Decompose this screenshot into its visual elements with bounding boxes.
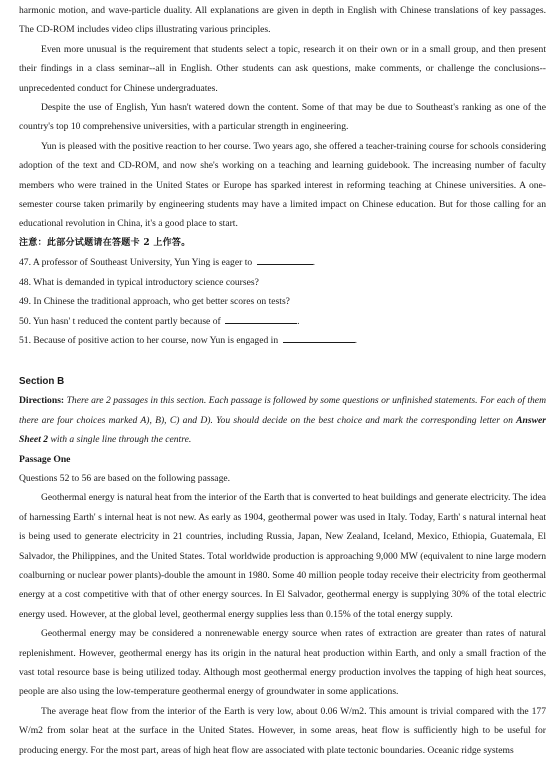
question-47	[19, 253, 546, 272]
question-tail: .	[297, 315, 300, 327]
answer-blank	[283, 333, 355, 343]
directions-label: Directions:	[19, 395, 65, 407]
answer-blank	[257, 255, 313, 265]
question-text: 50. Yun hasn' t reduced the content partly because of	[19, 315, 221, 327]
question-tail: .	[354, 334, 357, 346]
answer-sheet-ref: Answer Sheet 2	[19, 414, 546, 446]
answer-sheet-note: 注意：此部分试题请在答题卡 2 上作答。	[19, 237, 191, 248]
paragraph-top-end: harmonic motion, and wave-particle duality. All explanations are given in depth in English with Chinese translations of key passages. The CD-ROM includes video clips illustrating various principles.	[19, 5, 546, 36]
passage-paragraph-3: The average heat flow from the interior of the Earth is very low, about 0.06 W/m2. This amount is trivial compared with the 177 W/m2 from solar heat at the surface in the United States. However, in some areas, heat flow is sufficiently high to be useful for producing energy. For the most part, areas of high heat flow are associated with plate tectonic boundaries. Oceanic ridge systems	[19, 705, 546, 756]
question-48	[19, 273, 546, 292]
paragraph-english: Despite the use of English, Yun hasn't watered down the content. Some of that may be due to Southeast's ranking as one of the country's top 10 comprehensive universities, with a particular strength in engineering.	[19, 102, 546, 133]
paragraph-seminar: Even more unusual is the requirement that students select a topic, research it on their own or in a small group, and then present their findings in a class seminar--all in English. Other students can ask questions, make comments, or challenge the conclusions--unprecedented conduct for Chinese undergraduates.	[19, 43, 546, 94]
question-50	[19, 312, 546, 331]
question-text: 48. What is demanded in typical introductory science courses?	[19, 276, 259, 288]
directions	[19, 391, 546, 449]
question-text: 49. In Chinese the traditional approach, who get better scores on tests?	[19, 296, 290, 308]
question-51	[19, 331, 546, 350]
directions-text: There are 2 passages in this section. Each passage is followed by some questions or unfinished statements. For each of them there are four choices marked A), B), C) and D). You should decide on the best choice and mark the corresponding letter on	[19, 395, 546, 426]
question-49	[19, 292, 546, 311]
question-tail: .	[312, 257, 315, 269]
passage-title: Passage One	[19, 453, 71, 465]
paragraph-pleased: Yun is pleased with the positive reaction to her course. Two years ago, she offered a teacher-training course for schools considering adoption of the text and CD-ROM, and now she's working on a teaching and learning guidebook. The increasing number of faculty members who were trained in the United States or Europe has sparked interest in reforming teaching at Chinese universities. A one-semester course taken primarily by engineering students may have a limited impact on Chinese education. But for those calling for an educational revolution in China, it's a good place to start.	[19, 140, 546, 230]
question-text: 47. A professor of Southeast University, Yun Ying is eager to	[19, 257, 253, 269]
answer-blank	[225, 314, 297, 324]
section-b-title: Section B	[19, 376, 65, 388]
passage-intro: Questions 52 to 56 are based on the following passage.	[19, 472, 231, 484]
passage-paragraph-2: Geothermal energy may be considered a nonrenewable energy source when rates of extraction are greater than rates of natural replenishment. However, geothermal energy has its origin in the natural heat production within Earth, and only a small fraction of the vast total resource base is being utilized today. Although most geothermal energy production involves the tapping of high heat sources, people are also using the low-temperature geothermal energy of groundwater in some applications.	[19, 628, 546, 698]
passage-paragraph-1: Geothermal energy is natural heat from the interior of the Earth that is converted to heat buildings and generate electricity. The idea of harnessing Earth' s internal heat is not new. As early as 1904, geothermal power was used in Italy. Today, Earth' s natural internal heat is being used to generate electricity in 21 countries, including Russia, Japan, New Zealand, Iceland, Mexico, Ethiopia, Guatemala, El Salvador, the Philippines, and the United States. Total worldwide production is approaching 9,000 MW (equivalent to nine large modern coalburning or nuclear power plants)-double the amount in 1980. Some 40 million people today receive their electricity from geothermal energy at a cost competitive with that of other energy sources. In El Salvador, geothermal energy is supplying 30% of the total electric energy used. However, at the global level, geothermal energy supplies less than 0.15% of the total energy supply.	[19, 492, 546, 620]
directions-text-end: with a single line through the centre.	[48, 434, 192, 446]
question-text: 51. Because of positive action to her course, now Yun is engaged in	[19, 334, 279, 346]
